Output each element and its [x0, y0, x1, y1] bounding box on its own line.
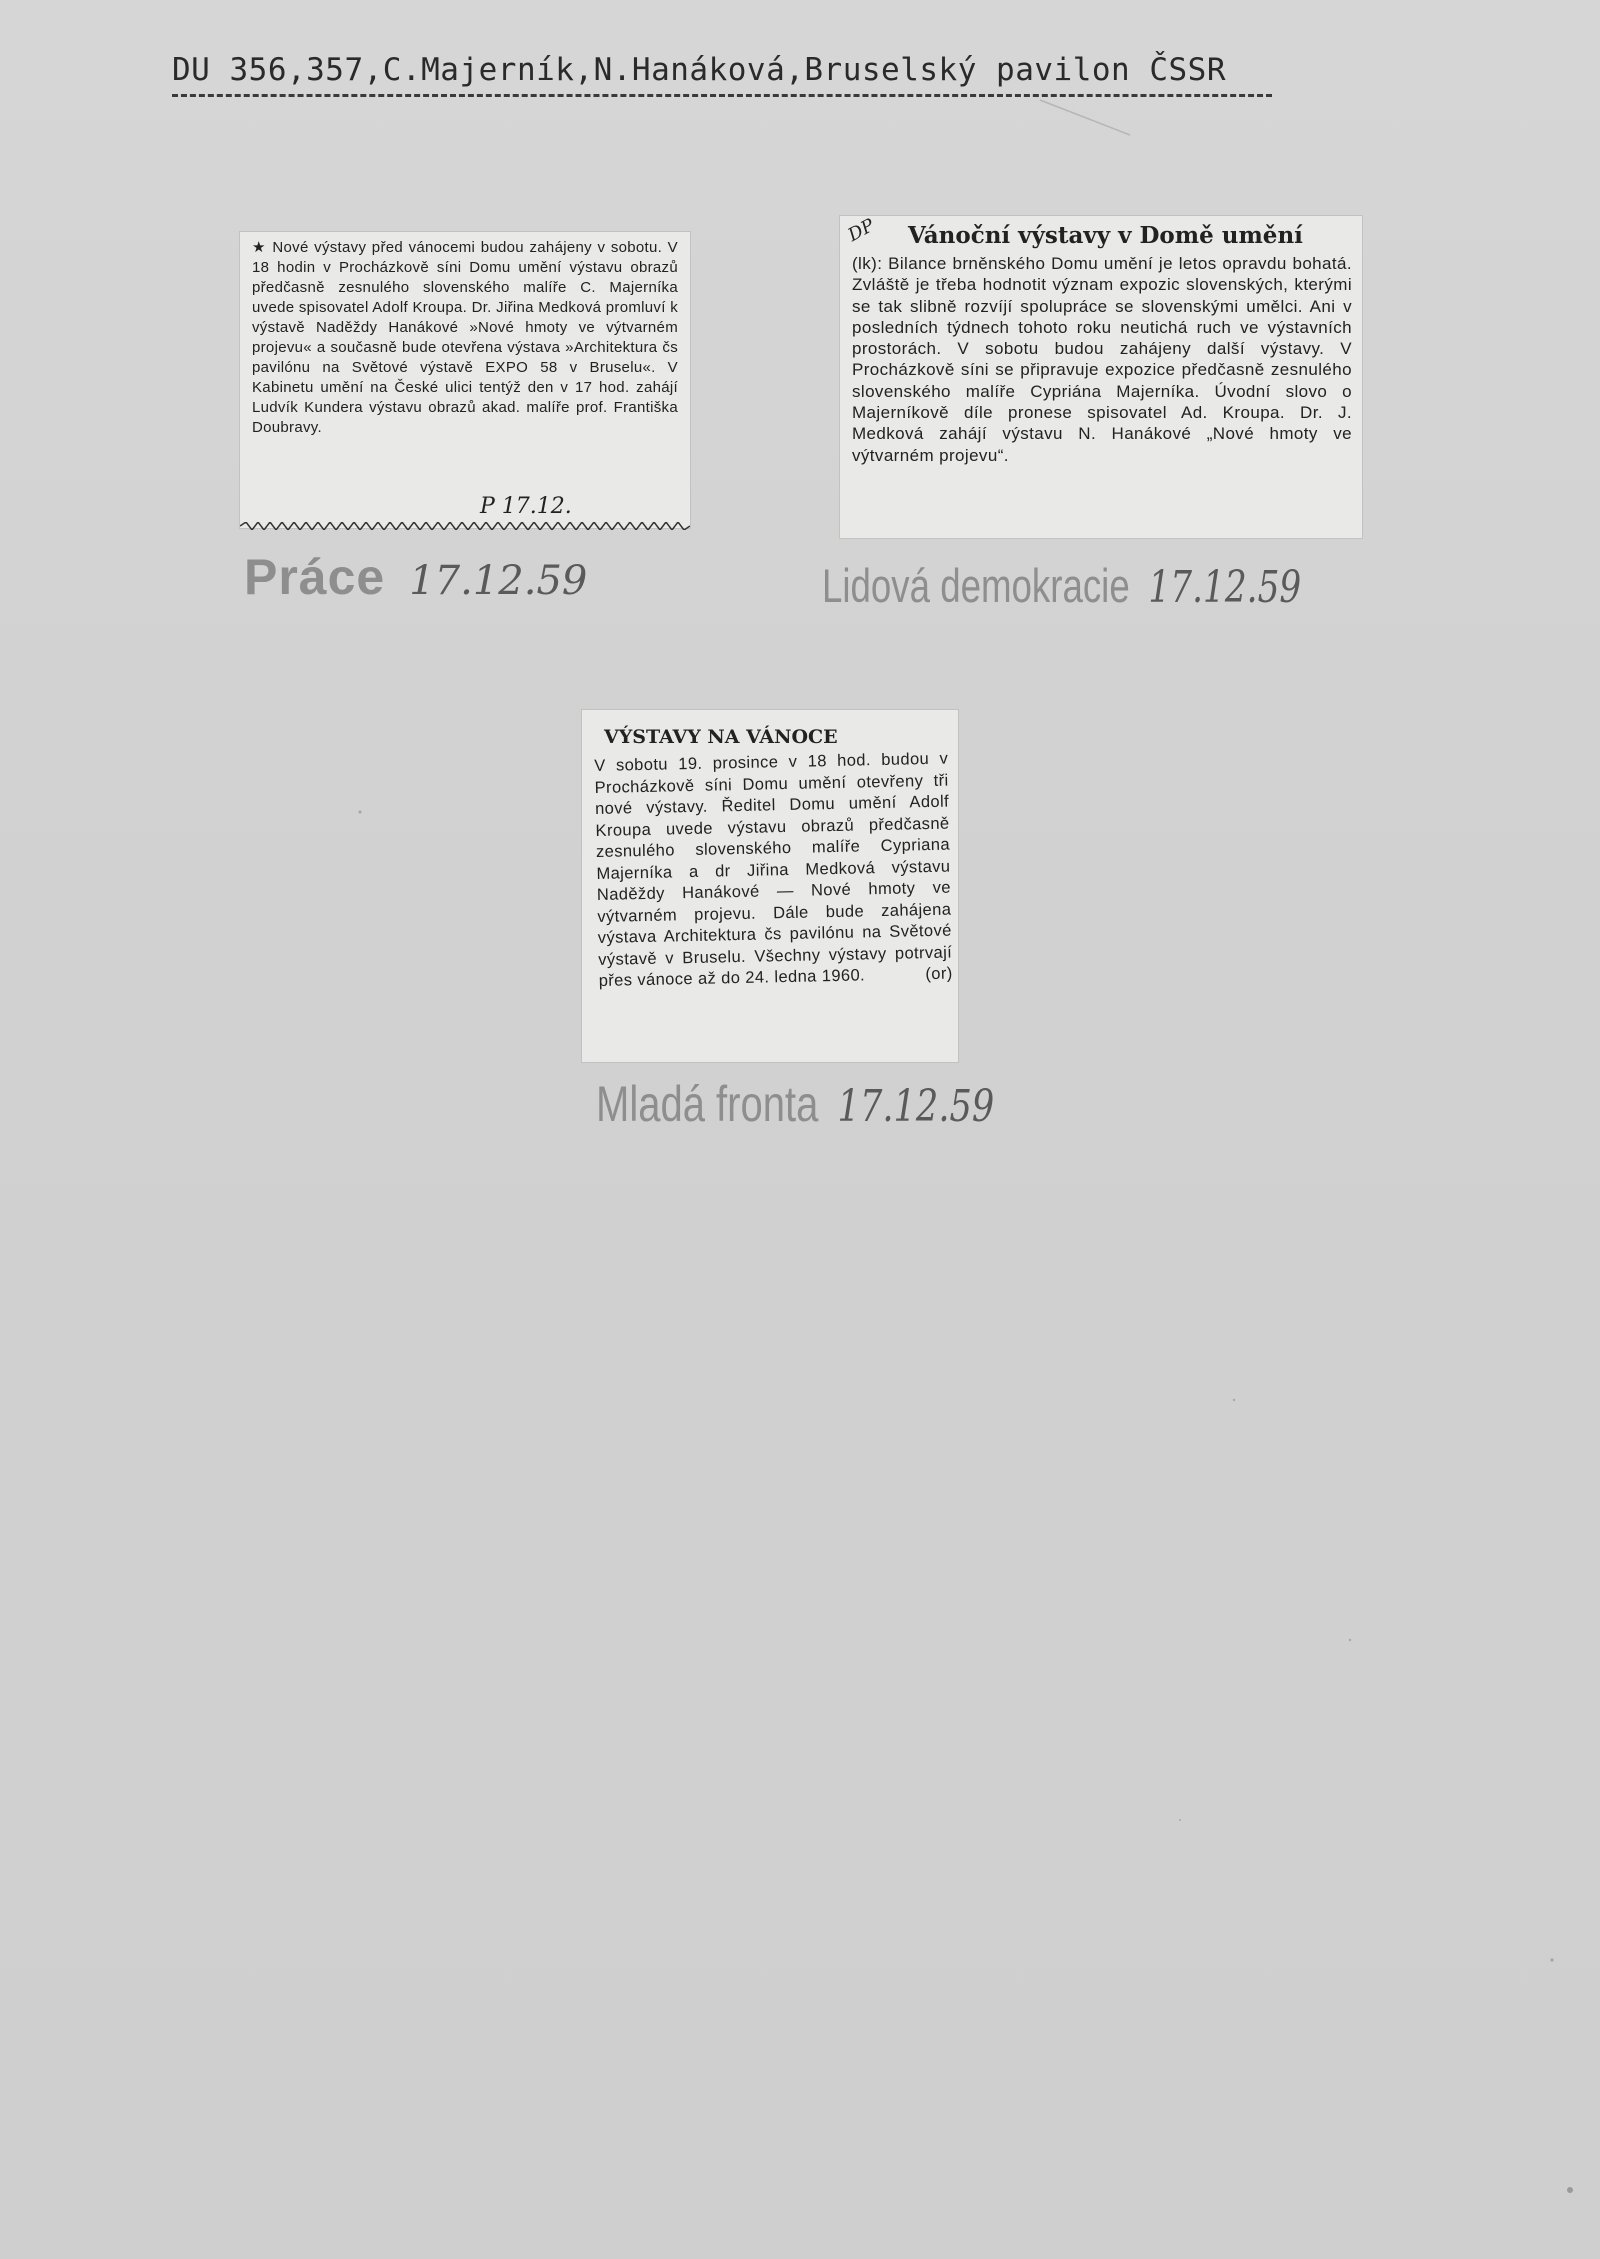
stamp-lidova-date: 17.12.59	[1148, 562, 1302, 613]
stamp-mlada-date: 17.12.59	[837, 1081, 995, 1132]
clipping-lidova-body: (lk): Bilance brněnského Domu umění je letos opravdu bohatá. Zvláště je třeba hodnotit význam expozic slovenských, kterými se tak slibně rozvíjí spolupráce se slovenskými umělci. Ani v posledních týdnech tohoto roku neutichá ruch ve výstavních prostorách. V sobotu budou zahájeny další výstavy. V Procházkově síni se připravuje expozice předčasně zesnulého slovenského malíře Cypriána Majerníka. Úvodní slovo o Majerníkově díle pronese spisovatel Ad. Kroupa. Dr. J. Medková zahájí výstavu N. Hanákové „Nové hmoty ve výtvarném projevu“.	[852, 254, 1352, 465]
stamp-prace-name: Práce	[244, 549, 386, 605]
stamp-prace-date: 17.12.59	[409, 558, 588, 604]
clipping-lidova-handnote: DP	[844, 214, 878, 247]
clipping-lidova-title: Vánoční výstavy v Domě umění	[908, 222, 1303, 249]
clipping-mlada-title: VÝSTAVY NA VÁNOCE	[604, 726, 838, 748]
clipping-mlada-signature: (or)	[925, 964, 953, 984]
clipping-prace-handnote: P 17.12.	[480, 494, 572, 519]
clipping-mlada-body: V sobotu 19. prosince v 18 hod. budou v Procházkově síni Domu umění otevřeny tři nové výstavy. Ředitel Domu umění Adolf Kroupa uvede výstavu obrazů předčasně zesnulého slovenského malíře Cypriana Majerníka a dr Jiřina Medková výstavu Naděždy Hanákové — Nové hmoty ve výtvarném projevu. Dále bude zahájena výstava Architektura čs pavilónu na Světové výstavě v Bruselu. Všechny výstavy potrvají přes vánoce až do 24. ledna 1960.	[594, 749, 953, 990]
clipping-prace-body: ★ Nové výstavy před vánocemi budou zahájeny v sobotu. V 18 hodin v Procházkově síni Domu umění výstavu obrazů předčasně zesnulého slovenského malíře C. Majerníka uvede spisovatel Adolf Kroupa. Dr. Jiřina Medková promluví k výstavě Naděždy Hanákové »Nové hmoty ve výtvarném projevu« a současně bude otevřena výstava »Architektura čs pavilónu na Světové výstavě EXPO 58 v Bruselu«. V Kabinetu umění na České ulici tentýž den v 17 hod. zahájí Ludvík Kundera výstavu obrazů akad. malíře prof. Františka Doubravy.	[252, 239, 678, 436]
stamp-lidova-name: Lidová demokracie	[822, 559, 1130, 612]
archive-reference-header: DU 356,357,C.Majerník,N.Hanáková,Bruselský pavilon ČSSR	[172, 52, 1226, 88]
stamp-mlada-name: Mladá fronta	[596, 1076, 819, 1132]
